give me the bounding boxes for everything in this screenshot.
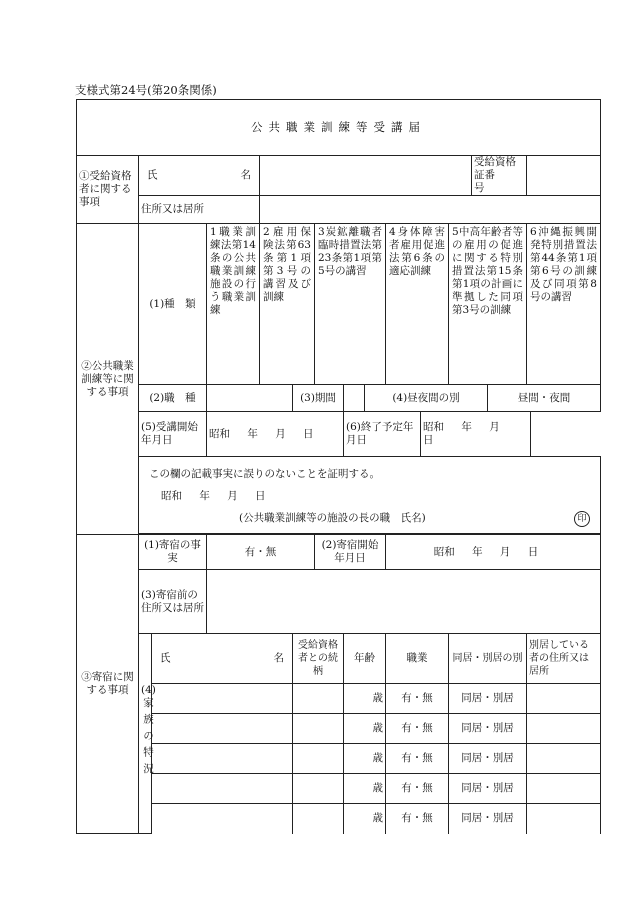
family-living[interactable]: 同居・別居 bbox=[449, 714, 527, 744]
family-address-field[interactable] bbox=[527, 774, 601, 804]
family-job[interactable]: 有・無 bbox=[386, 744, 449, 774]
cert-era: 昭和 bbox=[161, 490, 182, 502]
family-relation-field[interactable] bbox=[293, 684, 344, 714]
family-job[interactable]: 有・無 bbox=[386, 684, 449, 714]
start-date-label: (5)受講開始年月日 bbox=[139, 412, 207, 457]
name-label-2: 名 bbox=[240, 169, 251, 181]
family-relation-field[interactable] bbox=[293, 744, 344, 774]
boarding-era: 昭和 bbox=[433, 545, 455, 558]
boarding-day: 日 bbox=[527, 545, 539, 558]
daynight-value[interactable]: 昼間・夜間 bbox=[488, 385, 601, 412]
family-name-field[interactable] bbox=[152, 774, 293, 804]
name-label-1: 氏 bbox=[147, 169, 158, 181]
end-date-field[interactable] bbox=[421, 412, 531, 457]
cert-month: 月 bbox=[227, 490, 238, 502]
section1-label: ①受給資格者に関する事項 bbox=[77, 156, 139, 224]
daynight-label: (4)昼夜間の別 bbox=[365, 385, 488, 412]
family-job[interactable]: 有・無 bbox=[386, 714, 449, 744]
end-date-label: (6)終了予定年月日 bbox=[344, 412, 421, 457]
family-row bbox=[77, 714, 601, 744]
address-field[interactable] bbox=[260, 196, 601, 224]
family-row bbox=[77, 774, 601, 804]
boarding-year: 年 bbox=[472, 545, 483, 558]
family-name-field[interactable] bbox=[152, 684, 293, 714]
family-address-field[interactable] bbox=[527, 714, 601, 744]
name-field[interactable] bbox=[260, 156, 472, 196]
occupation-label: (2)職 種 bbox=[139, 385, 207, 412]
family-header-name bbox=[152, 634, 293, 684]
name-label-cell bbox=[139, 156, 260, 196]
boarding-label: (1)寄宿の事実 bbox=[139, 535, 207, 570]
certification-date[interactable] bbox=[149, 485, 590, 507]
training-type-5[interactable]: 5中高年齢者等の雇用の促進に関する特別措置法第15条第1項の計画に準拠した同項第3号の訓練 bbox=[449, 224, 527, 385]
training-type-6[interactable]: 6沖縄振興開発特別措置法第44条第1項第6号の訓練及び同項第8号の講習 bbox=[527, 224, 601, 385]
family-label: 家族の特況 bbox=[142, 696, 154, 780]
family-age[interactable]: 歳 bbox=[344, 774, 386, 804]
cert-number-label: 受給資格証番 号 bbox=[472, 156, 527, 196]
application-form bbox=[76, 99, 601, 834]
boarding-month: 月 bbox=[499, 545, 511, 558]
period-field[interactable] bbox=[344, 385, 365, 412]
start-era: 昭和 bbox=[209, 427, 230, 440]
family-header-address: 別居している者の住所又は居所 bbox=[527, 634, 601, 684]
family-row bbox=[77, 804, 601, 834]
family-living[interactable]: 同居・別居 bbox=[449, 684, 527, 714]
form-title: 公共職業訓練等受講届 bbox=[77, 100, 601, 156]
cert-day: 日 bbox=[255, 490, 266, 502]
start-date-field[interactable] bbox=[207, 412, 344, 457]
occupation-field[interactable] bbox=[207, 385, 293, 412]
boarding-start-field[interactable] bbox=[386, 535, 601, 570]
family-living[interactable]: 同居・別居 bbox=[449, 804, 527, 834]
family-living[interactable]: 同居・別居 bbox=[449, 774, 527, 804]
section2-label: ②公共職業訓練等に関する事項 bbox=[77, 224, 139, 535]
end-month: 月 bbox=[489, 421, 500, 433]
training-type-1[interactable]: 1職業訓練法第14条の公共職業訓練施設の行う職業訓練 bbox=[207, 224, 260, 385]
signer-line bbox=[149, 507, 590, 529]
family-header-name-2: 名 bbox=[273, 652, 284, 664]
end-era: 昭和 bbox=[423, 421, 444, 433]
family-age[interactable]: 歳 bbox=[344, 804, 386, 834]
end-year: 年 bbox=[461, 421, 472, 433]
family-address-field[interactable] bbox=[527, 804, 601, 834]
prev-address-field[interactable] bbox=[207, 570, 601, 634]
family-name-field[interactable] bbox=[152, 714, 293, 744]
signer-text: (公共職業訓練等の施設の長の職 氏名) bbox=[239, 512, 426, 524]
training-type-3[interactable]: 3炭鉱離職者臨時措置法第23条第1項第5号の講習 bbox=[315, 224, 386, 385]
family-living[interactable]: 同居・別居 bbox=[449, 744, 527, 774]
family-header-living: 同居・別居の別 bbox=[449, 634, 527, 684]
boarding-value[interactable]: 有・無 bbox=[207, 535, 315, 570]
family-age[interactable]: 歳 bbox=[344, 684, 386, 714]
family-relation-field[interactable] bbox=[293, 774, 344, 804]
certification-text: この欄の記載事実に誤りのないことを証明する。 bbox=[149, 468, 380, 480]
family-relation-field[interactable] bbox=[293, 714, 344, 744]
start-year: 年 bbox=[247, 427, 258, 440]
family-address-field[interactable] bbox=[527, 744, 601, 774]
section3-label: ③寄宿に関する事項 bbox=[77, 535, 139, 834]
start-month: 月 bbox=[275, 427, 286, 440]
type-label: (1)種 類 bbox=[139, 224, 207, 385]
address-label: 住所又は居所 bbox=[139, 196, 260, 224]
family-age[interactable]: 歳 bbox=[344, 744, 386, 774]
seal-mark: 印 bbox=[574, 511, 590, 527]
family-address-field[interactable] bbox=[527, 684, 601, 714]
family-name-field[interactable] bbox=[152, 744, 293, 774]
family-header-age: 年齢 bbox=[344, 634, 386, 684]
end-day: 日 bbox=[423, 434, 434, 446]
family-label-cell bbox=[139, 634, 156, 834]
prev-address-label: (3)寄宿前の住所又は居所 bbox=[139, 570, 207, 634]
family-header-relation: 受給資格者との続柄 bbox=[293, 634, 344, 684]
start-day: 日 bbox=[303, 427, 314, 440]
training-type-4[interactable]: 4身体障害者雇用促進法第6条の適応訓練 bbox=[386, 224, 449, 385]
certification-block bbox=[139, 457, 601, 534]
family-job[interactable]: 有・無 bbox=[386, 774, 449, 804]
family-header-job: 職業 bbox=[386, 634, 449, 684]
family-header-name-1: 氏 bbox=[160, 652, 171, 664]
family-row bbox=[77, 744, 601, 774]
family-age[interactable]: 歳 bbox=[344, 714, 386, 744]
form-number: 支様式第24号(第20条関係) bbox=[75, 83, 217, 97]
family-label-num: (4) bbox=[141, 683, 156, 696]
family-job[interactable]: 有・無 bbox=[386, 804, 449, 834]
family-name-field[interactable] bbox=[152, 804, 293, 834]
training-type-2[interactable]: 2雇用保険法第63条第1項第3号の講習及び訓練 bbox=[260, 224, 315, 385]
cert-number-field[interactable] bbox=[527, 156, 601, 196]
boarding-start-label: (2)寄宿開始年月日 bbox=[315, 535, 386, 570]
family-relation-field[interactable] bbox=[293, 804, 344, 834]
period-label: (3)期間 bbox=[293, 385, 344, 412]
cert-year: 年 bbox=[199, 490, 210, 502]
